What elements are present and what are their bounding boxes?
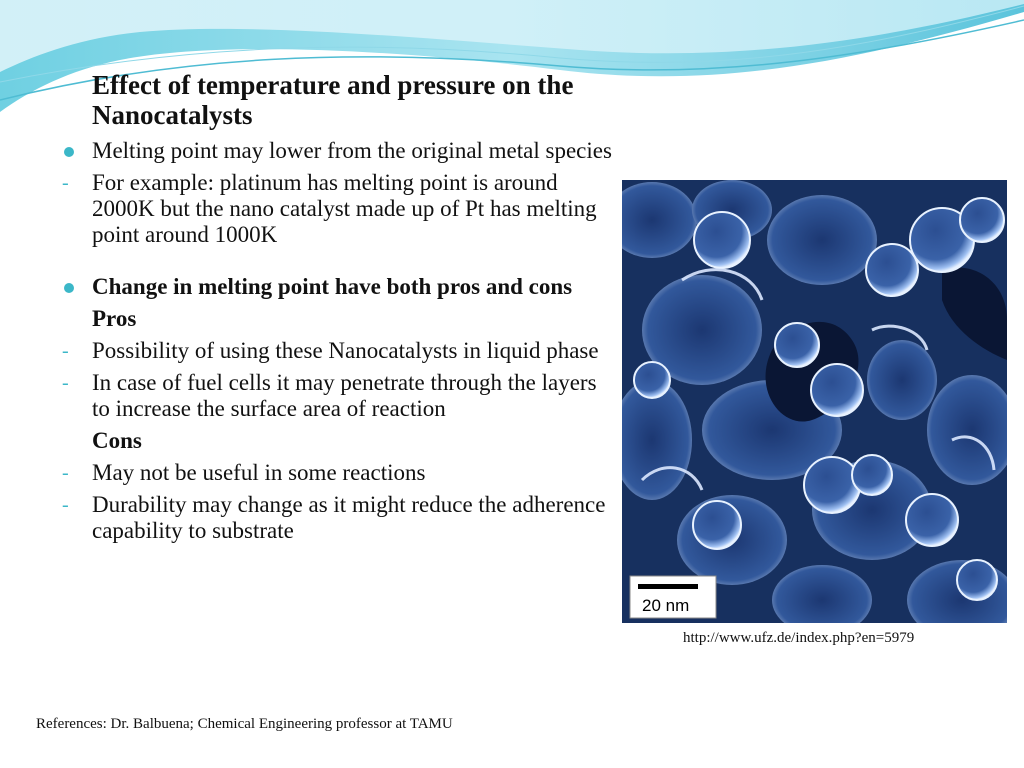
bullet-dot-icon xyxy=(64,283,74,293)
scale-bar-label: 20 nm xyxy=(642,596,690,615)
bullet-list xyxy=(60,138,620,550)
list-item-text: Pros xyxy=(92,306,137,331)
list-item-text: Cons xyxy=(92,428,142,453)
slide-title: Effect of temperature and pressure on the Nanocatalysts xyxy=(92,70,574,130)
list-item-text: Change in melting point have both pros and cons xyxy=(92,274,573,299)
list-item-text: May not be useful in some reactions xyxy=(92,460,426,485)
bullet-dot-icon xyxy=(64,147,74,157)
cons-heading xyxy=(60,428,620,454)
list-item-text: Durability may change as it might reduce the adherence capability to substrate xyxy=(92,492,606,543)
list-item xyxy=(60,338,620,364)
nanocatalyst-micrograph xyxy=(622,180,1007,623)
list-item xyxy=(60,138,620,164)
references-footer: References: Dr. Balbuena; Chemical Engineering professor at TAMU xyxy=(36,716,453,732)
scale-bar xyxy=(638,584,698,589)
list-item-text: For example: platinum has melting point is around 2000K but the nano catalyst made up of Pt has melting point around 1000K xyxy=(92,170,597,247)
dash-marker-icon: - xyxy=(62,462,69,484)
dash-marker-icon: - xyxy=(62,172,69,194)
image-source-caption: http://www.ufz.de/index.php?en=5979 xyxy=(683,630,915,646)
list-item xyxy=(60,492,620,544)
list-item-text: Melting point may lower from the original metal species xyxy=(92,138,612,163)
list-item-text: In case of fuel cells it may penetrate through the layers to increase the surface area of reaction xyxy=(92,370,597,421)
dash-marker-icon: - xyxy=(62,372,69,394)
pros-heading xyxy=(60,306,620,332)
list-item-text: Possibility of using these Nanocatalysts in liquid phase xyxy=(92,338,599,363)
list-item xyxy=(60,460,620,486)
list-item xyxy=(60,370,620,422)
dash-marker-icon: - xyxy=(62,340,69,362)
list-item xyxy=(60,170,620,248)
list-item xyxy=(60,274,620,300)
dash-marker-icon: - xyxy=(62,494,69,516)
micrograph-image xyxy=(622,180,1007,623)
